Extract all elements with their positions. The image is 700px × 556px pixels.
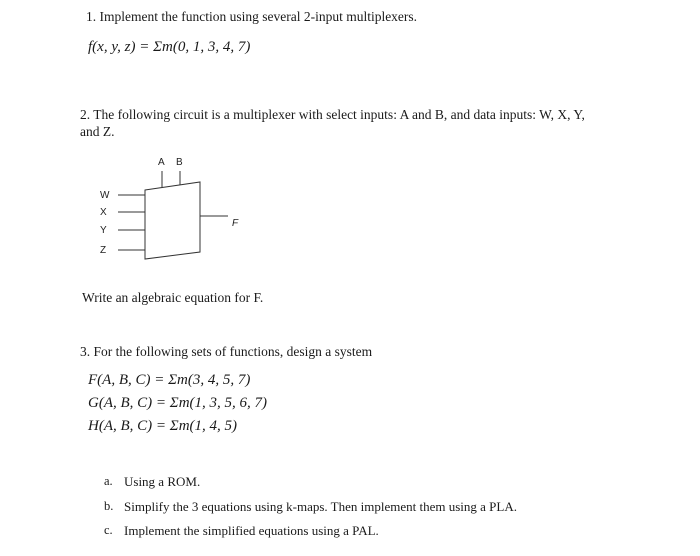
q2-prompt-line1: 2. The following circuit is a multiplexer with select inputs: A and B, and data inputs: W, X, Y, bbox=[80, 107, 585, 122]
output-label-f: F bbox=[232, 218, 239, 229]
q3-part-a-letter: a. bbox=[104, 474, 113, 488]
input-label-x: X bbox=[100, 207, 107, 218]
mux-body bbox=[145, 182, 200, 259]
q3-equation-g: G(A, B, C) = Σm(1, 3, 5, 6, 7) bbox=[88, 395, 268, 411]
mux-diagram bbox=[90, 153, 270, 273]
q2-question-text: Write an algebraic equation for F. bbox=[82, 290, 264, 305]
q2-question bbox=[82, 290, 263, 306]
select-label-b: B bbox=[176, 157, 183, 168]
input-label-w: W bbox=[100, 190, 110, 201]
q1-prompt: 1. Implement the function using several 2-input multiplexers. bbox=[86, 9, 418, 24]
select-label-a: A bbox=[158, 157, 165, 168]
input-label-z: Z bbox=[100, 245, 107, 256]
input-label-y: Y bbox=[100, 225, 107, 236]
q3-equation-f: F(A, B, C) = Σm(3, 4, 5, 7) bbox=[88, 372, 251, 388]
q3-part-b-letter: b. bbox=[104, 499, 114, 513]
q1-equation: f(x, y, z) = Σm(0, 1, 3, 4, 7) bbox=[88, 39, 251, 55]
q3-prompt: 3. For the following sets of functions, design a system bbox=[80, 344, 373, 359]
q3-part-c-letter: c. bbox=[104, 523, 113, 537]
q3-part-c-text: Implement the simplified equations using a PAL. bbox=[124, 523, 379, 538]
q3-equation-h: H(A, B, C) = Σm(1, 4, 5) bbox=[88, 418, 238, 434]
q2-prompt-line2: and Z. bbox=[80, 124, 115, 139]
q3-part-b-text: Simplify the 3 equations using k-maps. Then implement them using a PLA. bbox=[124, 499, 517, 514]
q3-part-a-text: Using a ROM. bbox=[124, 474, 201, 489]
